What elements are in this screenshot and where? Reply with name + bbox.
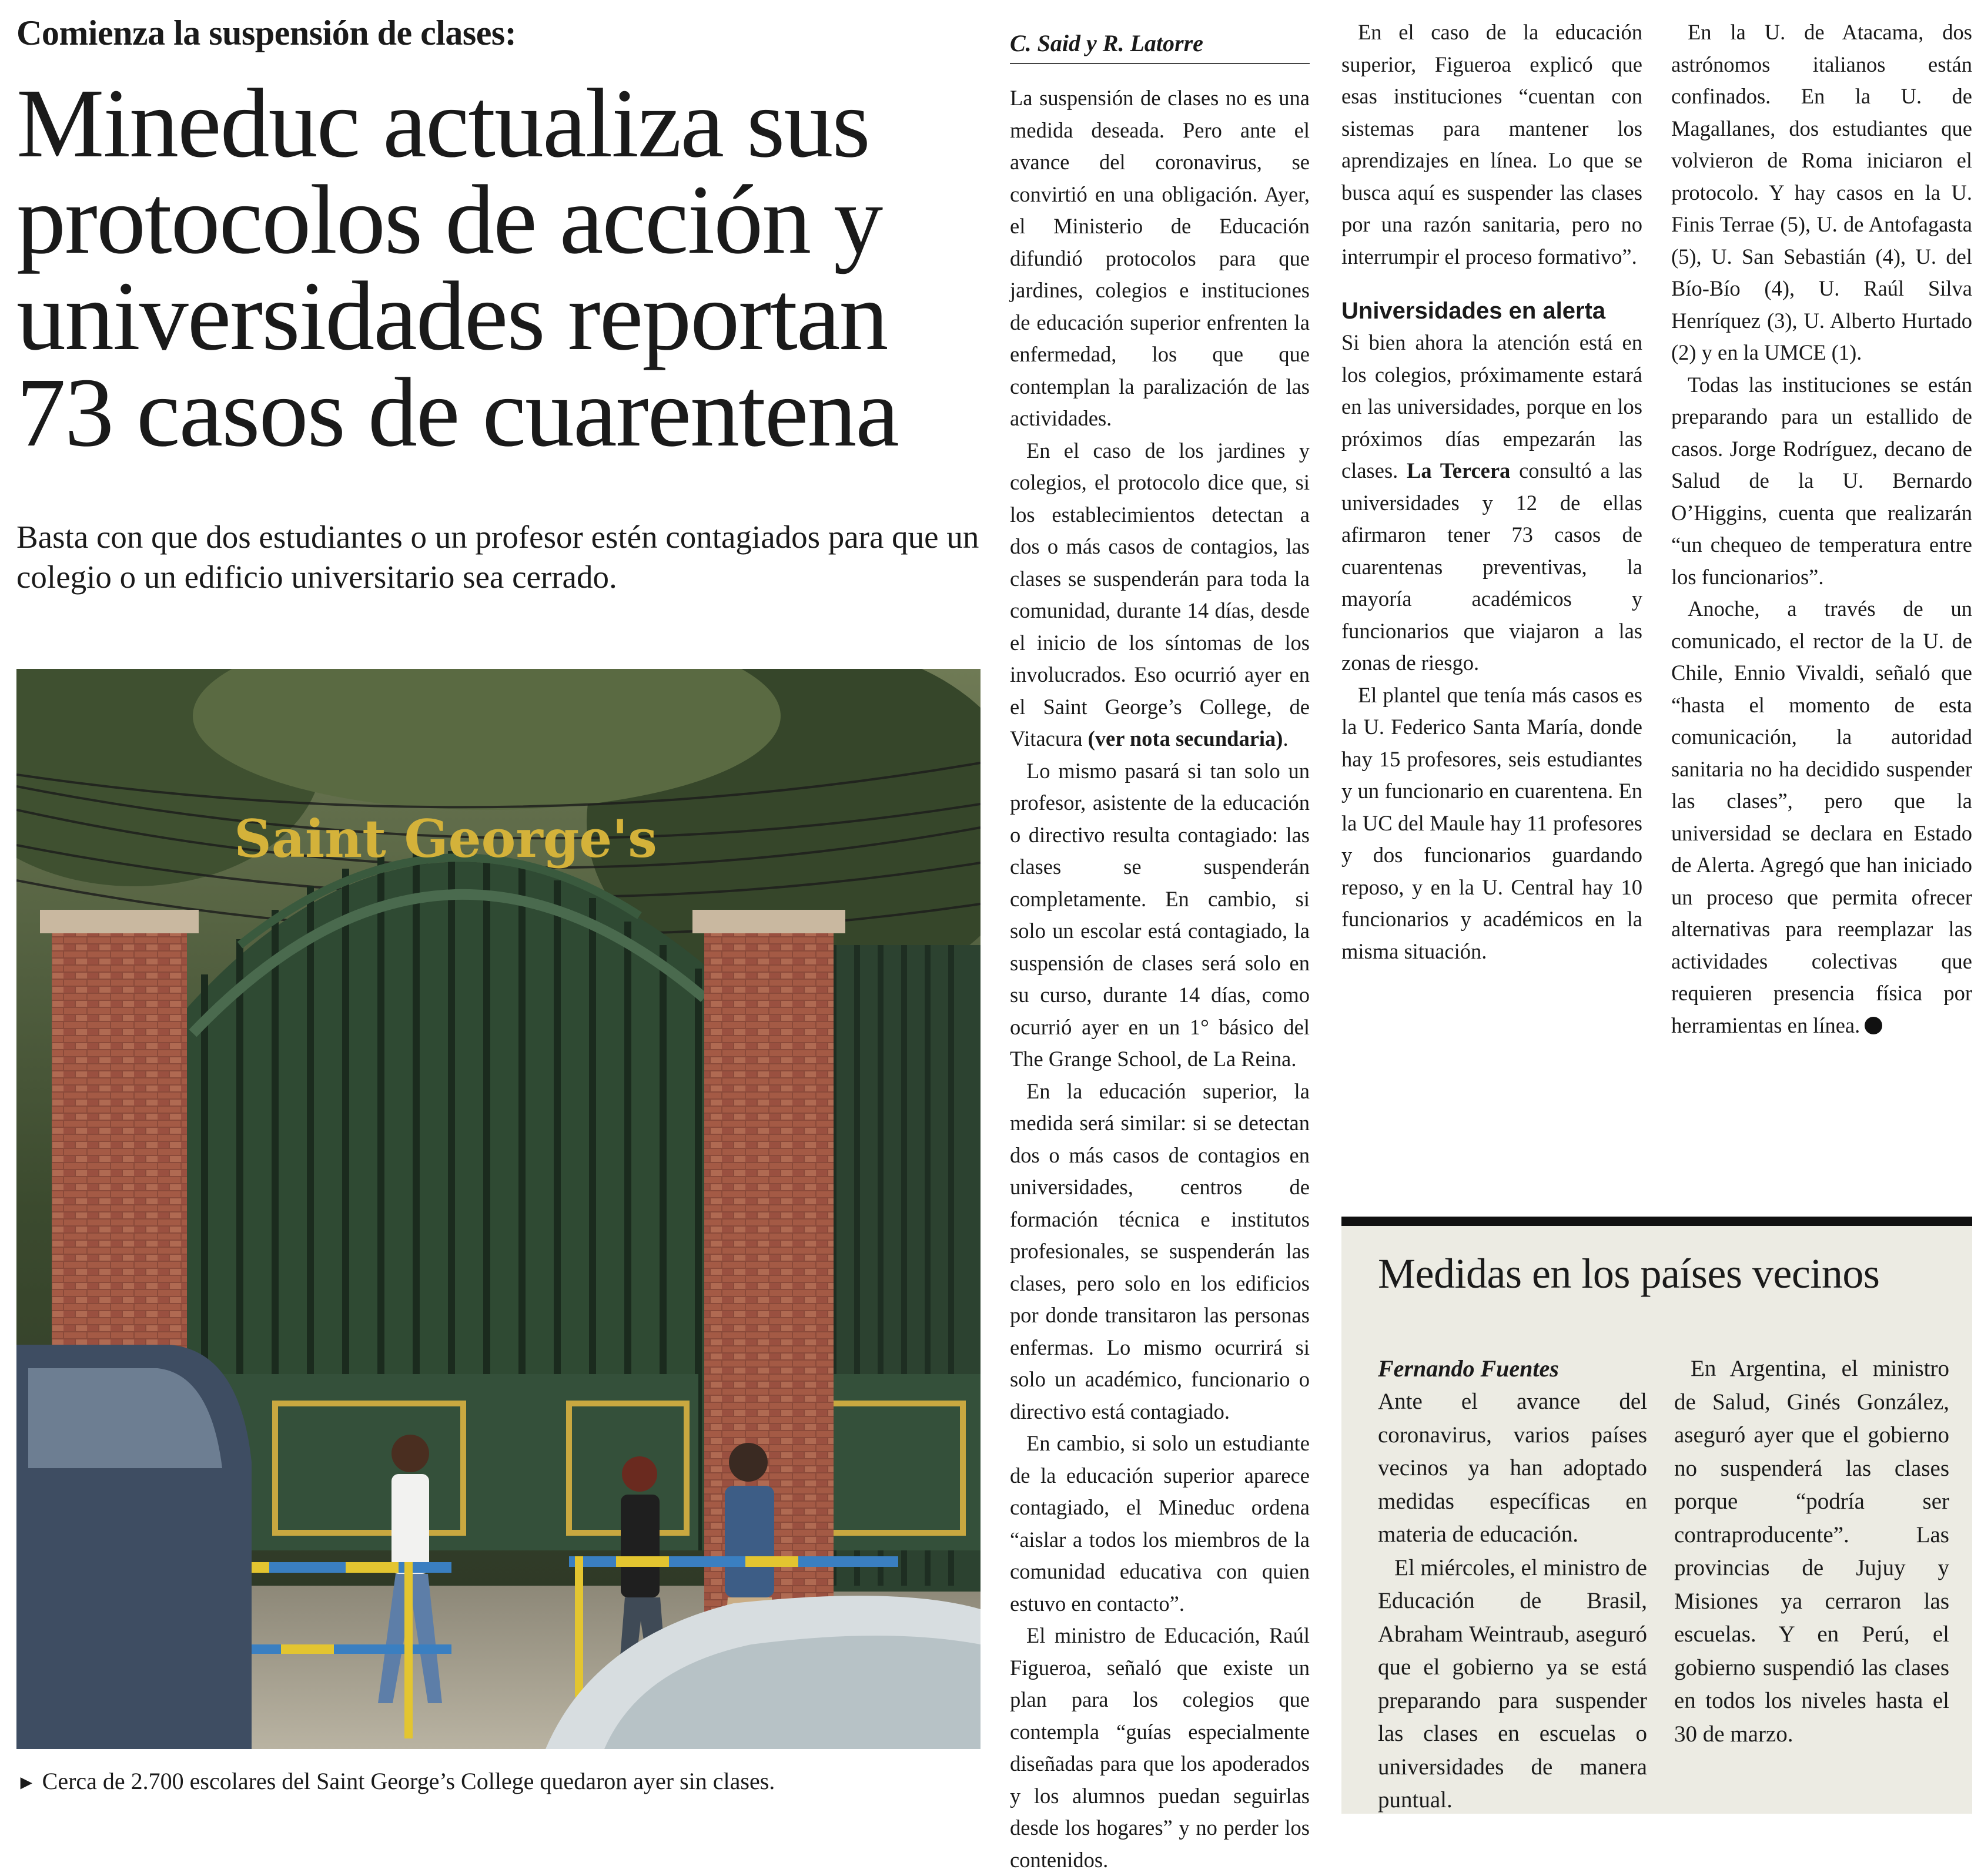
article-byline: C. Said y R. Latorre — [1010, 29, 1310, 64]
section-subhead: Universidades en alerta — [1341, 298, 1606, 324]
caption-marker-icon: ► — [16, 1772, 36, 1794]
sidebar-column-1 — [1378, 1352, 1647, 1817]
sidebar-paragraph: En Argentina, el ministro de Salud, Ginés González, aseguró ayer que el gobierno no suspenderá las clases porque “podría ser contraproducente”. Las provincias de Jujuy y Misiones ya cerraron las escuelas. Y en Perú, el gobierno suspendió las clases en todos los niveles hasta el 30 de marzo. — [1674, 1356, 1949, 1747]
article-column-1 — [1010, 82, 1310, 1876]
article-column-3 — [1671, 16, 1972, 1041]
newspaper-name: La Tercera — [1407, 458, 1511, 483]
article-text: consultó a las universidades y 12 de ellas afirmaron tener 73 casos de cuarentenas preventivas, la mayoría académicos y funcionarios que viajaron a las zonas de riesgo. — [1341, 458, 1642, 675]
article-text: Anoche, a través de un comunicado, el rector de la U. de Chile, Ennio Vivaldi, señaló que “hasta el momento de esta comunicación, la autoridad sanitaria no ha decidido suspender las clases”, pero que la universidad se declara en Estado de Alerta. Agregó que han iniciado un proceso que permita ofrecer alternativas para reemplazar las actividades colectivas que requieren presencia física por herramientas en línea. — [1671, 597, 1972, 1037]
article-paragraph: En la educación superior, la medida será similar: si se detectan dos o más casos de contagios en universidades, centros de formación técnica e institutos profesionales, se suspenderán las clases, pero solo en los edificios por donde transitaron las personas enfermas. Lo mismo ocurrirá si solo un académico, funcionario o directivo está contagiado. — [1010, 1078, 1310, 1423]
see-note-reference: (ver nota secundaria) — [1087, 726, 1283, 751]
article-text: . — [1283, 726, 1289, 751]
sidebar-column-2 — [1674, 1352, 1949, 1751]
article-text: El plantel que tenía más casos es la U. Federico Santa María, donde hay 15 profesores, seis estudiantes y un funcionario en cuarentena. En la UC del Maule hay 11 profesores y dos funcionarios guardando re — [1341, 682, 1642, 899]
photo-saint-georges-gate — [16, 669, 981, 1749]
sidebar-byline: Fernando Fuentes — [1378, 1355, 1559, 1382]
sidebar-title: Medidas en los países vecinos — [1378, 1250, 1880, 1297]
sidebar-paragraph — [1378, 1552, 1647, 1817]
sidebar-paragraph: Ante el avance del coronavirus, varios países vecinos ya han adoptado medidas específicas en materia de educación. — [1378, 1389, 1647, 1547]
headline-line-4: 73 casos de cuarentena — [16, 358, 898, 467]
deck: Basta con que dos estudiantes o un profesor estén contagiados para que un colegio o un edificio universitario sea cerrado. — [16, 519, 979, 595]
end-mark-icon — [1865, 1017, 1882, 1034]
headline — [16, 69, 986, 467]
article-paragraph: Lo mismo pasará si tan solo un profesor, asistente de la educación o directivo resulta contagiado: las clases se suspenderán completamente. En cambio, si solo un escolar está contagiado, la suspensión de clases será solo en su curso, durante 14 días, como ocurrió ayer en un 1° básico del The Grange School, de La Reina. — [1010, 758, 1310, 1071]
article-paragraph — [1341, 679, 1642, 968]
article-column-2 — [1341, 16, 1642, 967]
article-paragraph: En cambio, si solo un estudiante de la educación superior aparece contagiado, el Mineduc ordena “aislar a todos los miembros de la comunidad educativa con quien estuvo en contacto”. — [1010, 1431, 1310, 1616]
photo-caption — [16, 1767, 986, 1798]
sidebar-text: des de manera puntual. — [1378, 1754, 1647, 1813]
headline-line-3: universidades reportan — [16, 262, 888, 371]
sidebar-text: El miércoles, el ministro de Educación de Brasil, Abraham Weintraub, aseguró que el gobierno ya se está preparando para suspender las clases en escuelas o universida — [1378, 1555, 1647, 1780]
article-paragraph: En la U. de Atacama, dos astrónomos italianos están confinados. En la U. de Magallanes, dos estudiantes que volvieron de Roma iniciaron el protocolo. Y hay casos en la U. Finis Terrae (5), U. de Antofagasta (5), U. San Sebastián (4), U. del Bío-Bío (4), U. Raúl Silva Henríquez (3), U. Alberto Hurtado (2) y en la UMCE (1). — [1671, 20, 1972, 364]
photo-illustration — [16, 669, 981, 1749]
kicker: Comienza la suspensión de clases: — [16, 14, 517, 52]
headline-line-1: Mineduc actualiza sus — [16, 69, 869, 178]
sidebar-box — [1341, 1217, 1972, 1814]
article-text: poso, y en la U. Central hay 10 funcionarios y académicos en la misma situación. — [1341, 875, 1642, 963]
article-paragraph — [1671, 593, 1972, 1041]
article-paragraph — [1341, 327, 1642, 679]
article-paragraph — [1010, 435, 1310, 755]
article-paragraph: Todas las instituciones se están preparando para un estallido de casos. Jorge Rodríguez, decano de Salud de la U. Bernardo O’Higgins, cuenta que realizarán “un chequeo de temperatura entre los funcionarios”. — [1671, 372, 1972, 589]
gate-sign-text: Saint George's — [234, 808, 657, 869]
article-paragraph: En el caso de la educación superior, Figueroa explicó que esas instituciones “cuentan con sistemas para mantener los aprendizajes en línea. Lo que se busca aquí es suspender las clases por una razón sanitaria, pero no interrumpir el proceso formativo”. — [1341, 20, 1642, 269]
caption-text: Cerca de 2.700 escolares del Saint George’s College quedaron ayer sin clases. — [42, 1768, 775, 1794]
article-paragraph: El ministro de Educación, Raúl Figueroa, señaló que existe un plan para los colegios que contempla “guías especialmente diseñadas para que los apoderados y los alumnos puedan seguirlas desde los hogares” y no perder los contenidos. — [1010, 1623, 1310, 1872]
article-text: Si bien ahora la atención está en los colegios, próximamente estará en las universidades, porque en los próximos días empezarán las clases. — [1341, 330, 1642, 483]
article-paragraph: La suspensión de clases no es una medida deseada. Pero ante el avance del coronavirus, se convirtió en una obligación. Ayer, el Ministerio de Educación difundió protocolos para que jardines, colegios e instituciones de educación superior enfrenten la enfermedad, los que que contemplan la paralización de las actividades. — [1010, 86, 1310, 430]
headline-line-2: protocolos de acción y — [16, 165, 882, 274]
article-text: En el caso de los jardines y colegios, el protocolo dice que, si los establecimientos detectan a dos o más casos de contagios, las clases se suspenderán para toda la comunidad, durante 14 días, desde el inicio de los síntomas de los involucrados. Eso ocurrió ayer en el Saint George’s College, de Vitacura — [1010, 438, 1310, 751]
